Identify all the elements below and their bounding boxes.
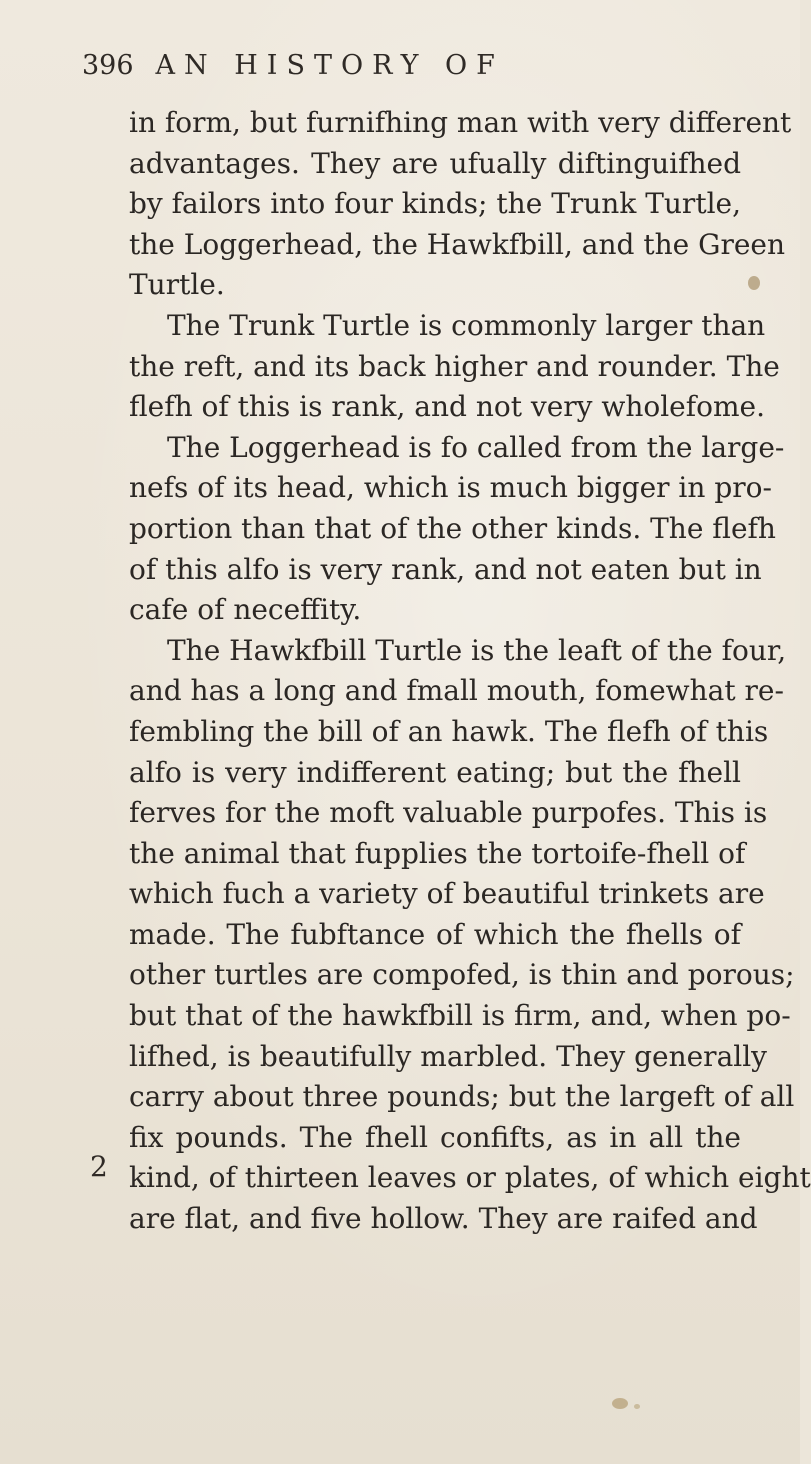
text-line: the reft, and its back higher and rounder. The — [129, 349, 780, 383]
text-line: fix pounds. The fhell confifts, as in all the — [129, 1120, 741, 1154]
paper-stain — [612, 1398, 628, 1409]
text-line: alfo is very indifferent eating; but the fhell — [129, 755, 741, 789]
text-line: by failors into four kinds; the Trunk Turtle, — [129, 187, 741, 221]
text-line: The Loggerhead is fo called from the large- — [167, 430, 785, 464]
text-line: which fuch a variety of beautiful trinkets are — [129, 877, 765, 911]
text-line: and has a long and fmall mouth, fomewhat re- — [129, 674, 784, 708]
paper-stain — [748, 276, 760, 290]
running-header — [82, 50, 722, 96]
text-line: in form, but furnifhing man with very different — [129, 106, 792, 139]
text-line: The Hawkfbill Turtle is the leaft of the four, — [167, 633, 787, 667]
text-line: are flat, and five hollow. They are raifed and — [129, 1202, 758, 1236]
text-line: the Loggerhead, the Hawkfbill, and the Green — [129, 227, 786, 261]
text-line: ferves for the moft valuable purpofes. This is — [129, 796, 768, 830]
text-line: kind, of thirteen leaves or plates, of which eight — [129, 1161, 811, 1195]
body-text — [129, 103, 811, 1240]
text-line: flefh of this is rank, and not very wholefome. — [129, 390, 765, 424]
page-number: 396 — [82, 50, 134, 81]
text-line: lifhed, is beautifully marbled. They generally — [129, 1039, 767, 1073]
text-line: cafe of neceffity. — [129, 593, 362, 627]
text-line: nefs of its head, which is much bigger in pro- — [129, 471, 772, 505]
text-line: portion than that of the other kinds. The flefh — [129, 511, 776, 545]
text-line: The Trunk Turtle is commonly larger than — [167, 308, 766, 342]
text-line: advantages. They are ufually diftinguifhed — [129, 146, 741, 180]
text-line: made. The fubftance of which the fhells of — [129, 917, 741, 951]
text-line: other turtles are compofed, is thin and porous; — [129, 958, 795, 992]
text-line: fembling the bill of an hawk. The flefh of this — [129, 714, 769, 748]
paper-stain — [634, 1404, 640, 1409]
running-title: AN HISTORY OF — [155, 50, 504, 81]
text-line: carry about three pounds; but the largeft of all — [129, 1080, 795, 1114]
signature-mark: 2 — [90, 1150, 108, 1183]
text-line: but that of the hawkfbill is firm, and, when po- — [129, 999, 791, 1033]
text-line: Turtle. — [129, 268, 225, 302]
text-line: the animal that fupplies the tortoife-fhell of — [129, 836, 746, 870]
text-line: of this alfo is very rank, and not eaten but in — [129, 552, 762, 586]
